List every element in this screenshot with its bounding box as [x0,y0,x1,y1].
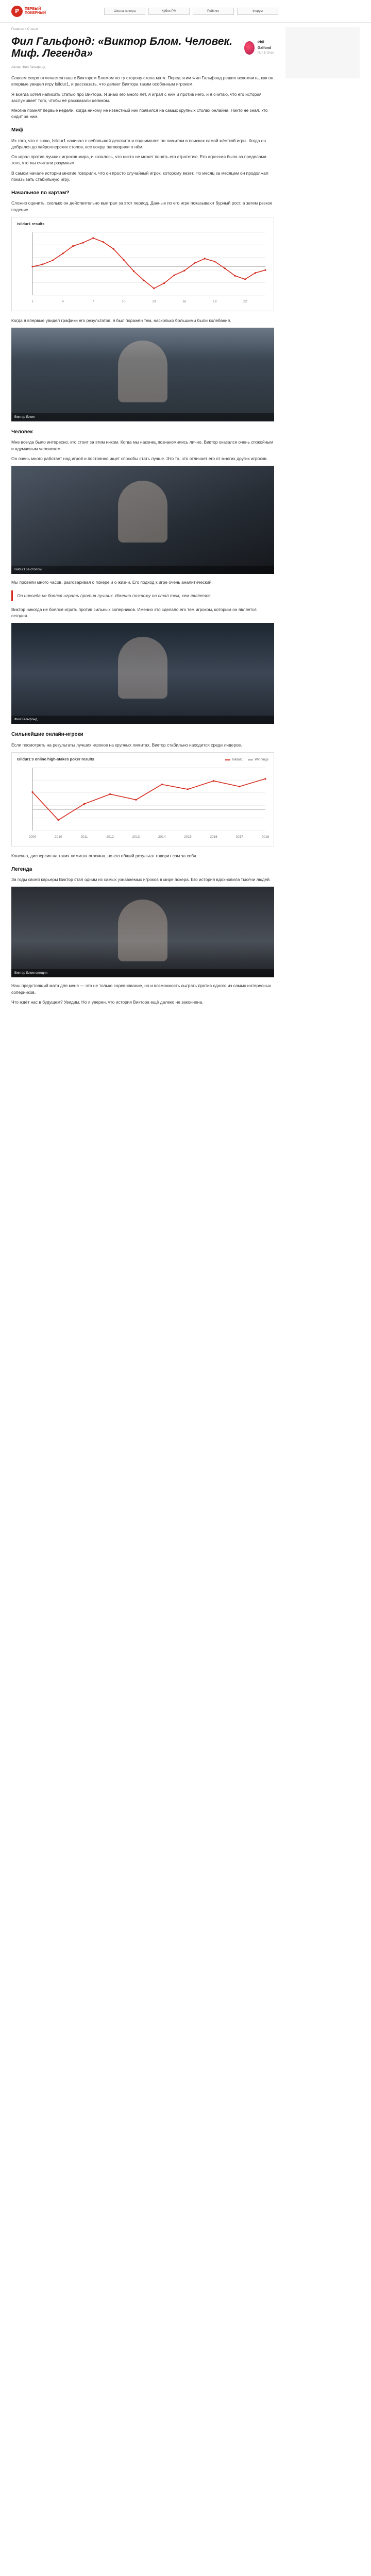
article-photo [11,466,274,574]
x-tick-label: 22 [243,299,247,303]
section-heading: Начальное по картам? [11,190,70,196]
x-tick-label: 7 [92,299,94,303]
chart-legend [225,757,268,762]
nav-item-forum[interactable]: Форум [237,8,278,15]
section-paragraph: Он играл против лучших игроков мира, и казалось, что никто не может понять его стратегию. Его агрессия была за пределами того, что мы считали разумным. [11,154,266,166]
section-paragraph: Мы провели много часов, разговаривая о покере и о жизни. Его подход к игре очень аналитический. [11,579,213,585]
section-paragraph: Он очень много работает над игрой и постоянно ищет способы стать лучше. Это то, что отличает его от многих других игроков. [11,455,268,461]
data-point [204,258,205,259]
data-point [82,242,84,243]
logo-mark: P [11,6,23,17]
x-tick-label: 2014 [158,835,166,839]
data-point [244,278,246,280]
person-figure [118,637,167,699]
data-point [174,274,175,276]
author-name: Phil Galfond [257,41,272,50]
data-point [72,245,74,247]
breadcrumb[interactable]: Главная › Статьи [11,27,38,31]
data-point [103,241,104,243]
data-point [123,259,124,260]
chart-svg [17,764,269,841]
data-point [163,282,165,284]
legend-item: Isildur1 [225,757,243,762]
x-tick-label: 2017 [235,835,244,839]
pull-quote: Он никогда не боялся играть против лучших. Именно поэтому он стал тем, кем является. [11,590,274,601]
data-point [31,266,33,267]
intro-paragraph: Многие помнят первые недели, когда никому не известный ник появился на самых крупных столах онлайна. Никто не знал, кто сидит за ним. [11,107,268,120]
photo-caption: Фил Гальфонд [11,716,274,724]
article-photo [11,887,274,977]
avatar [244,41,255,55]
series-line [32,238,265,289]
x-tick-label: 2012 [106,835,114,839]
section-paragraph: Мне всегда было интересно, кто стоит за этим ником. Когда мы наконец познакомились лично, Виктор оказался очень спокойным и вдумчивым человеком. [11,439,274,451]
results-chart-1 [11,217,274,311]
article [11,27,279,1009]
legend-item: Winnings [248,757,268,762]
x-tick-label: 4 [62,299,64,303]
article-photo [11,328,274,421]
nav-item-cup[interactable]: Кубок PM [148,8,190,15]
sidebar-block [285,27,360,78]
data-point [109,793,111,794]
data-point [92,237,94,239]
person-figure [118,900,167,961]
data-point [213,780,214,782]
data-point [133,270,134,272]
data-point [264,778,266,779]
page-title: Фил Гальфонд: «Виктор Блом. Человек. Миф. Легенда» [11,36,232,60]
x-tick-label: 16 [182,299,187,303]
x-tick-label: 13 [152,299,156,303]
site-header [0,0,371,23]
data-point [31,791,33,792]
data-point [143,279,145,281]
x-tick-label: 2010 [54,835,62,839]
section-paragraph: Если посмотреть на результаты лучших игроков на крупных лимитах, Виктор стабильно находится среди лидеров. [11,742,242,748]
article-meta: Автор: Фил Гальфонд [11,65,45,69]
x-tick-label: 2016 [210,835,217,839]
x-tick-label: 2013 [132,835,140,839]
section-heading: Сильнейшие онлайн-игроки [11,732,83,737]
section-paragraph: Что ждёт нас в будущем? Увидим. Но я уверен, что история Виктора ещё далеко не закончена. [11,999,204,1005]
site-logo[interactable] [11,6,83,17]
section-paragraph: Сложно оценить, сколько он действительно выиграл за этот период. Данные по его игре показывают бурный рост, а затем резкое падение. [11,200,273,212]
data-point [135,799,137,800]
data-point [224,267,226,269]
intro-paragraph: Совсем скоро отмечается наш с Виктором Бломом по ту сторону стола матч. Перед этим Фил Гальфонд решил вспомнить, как он впервые увидел игру Isildur1, и рассказать, что делает Виктора таким особенным игроком. [11,75,274,87]
data-point [42,263,43,265]
x-tick-label: 2015 [184,835,192,839]
x-tick-label: 1 [31,299,33,303]
x-tick-label: 2011 [80,835,88,839]
x-tick-label: 19 [213,299,217,303]
section-heading: Миф [11,127,24,133]
data-point [83,803,85,804]
section-paragraph: Конечно, дисперсия на таких лимитах огромна, но его общий результат говорит сам за себя. [11,853,197,858]
section-heading: Человек [11,429,33,435]
section-paragraph: Виктор никогда не боялся играть против сильных соперников. Именно это сделало его тем игроком, которым он является сегодня. [11,606,257,618]
data-point [58,819,59,821]
article-photo [11,623,274,724]
chart-title: Isildur1's online high-stakes poker results [17,756,94,761]
data-point [62,252,63,254]
section-paragraph: В самом начале истории многие говорили, что он просто случайный игрок, которому везёт. Но месяц за месяцем он продолжал показывать стабильную игру. [11,170,268,182]
person-figure [118,481,167,543]
chart-title: Isildur1 results [17,221,45,226]
intro-paragraph: Я всегда хотел написать статью про Виктора. Я знаю его много лет, я играл с ним и против него, и я считаю, что его история заслуживает того, чтобы её рассказали целиком. [11,91,262,103]
data-point [153,287,155,289]
photo-caption: Isildur1 за столом [11,566,274,574]
data-point [52,259,54,261]
data-point [239,786,240,787]
data-point [113,248,114,249]
section-paragraph: Наш предстоящий матч для меня — это не только соревнование, но и возможность сыграть против одного из самых интересных соперников. [11,983,271,995]
top-nav [104,8,278,15]
section-paragraph: Когда я впервые увидел графики его результатов, я был поражён тем, насколько большими были колебания. [11,317,231,323]
logo-text [25,7,46,15]
x-tick-label: 10 [122,299,126,303]
logo-text-line1: ПЕРВЫЙ [25,7,41,11]
person-figure [118,341,167,402]
section-heading: Легенда [11,866,32,872]
section-paragraph: Из того, что я знаю, Isildur1 начинал с небольшой депозита и поднимался по лимитам в поисках самой жёсткой игры. Когда он добрался до хайроллерских столов, все вокруг заговорили о нём. [11,138,266,149]
x-tick-label: 2009 [28,835,37,839]
chart-svg [17,228,269,306]
nav-item-school[interactable]: Школа покера [104,8,145,15]
data-point [255,272,256,274]
logo-text-line2: ПОКЕРНЫЙ [25,11,46,15]
sidebar [285,27,360,1009]
nav-item-rating[interactable]: Рейтинг [193,8,234,15]
author-card[interactable] [244,40,274,55]
section-paragraph: За годы своей карьеры Виктор стал одним из самых узнаваемых игроков в мире покера. Его история вдохновила тысячи людей. [11,877,271,883]
photo-caption: Виктор Блом сегодня [11,969,274,977]
photo-caption: Виктор Блом [11,413,274,421]
data-point [264,269,266,270]
data-point [183,269,185,271]
series-line [32,778,265,820]
x-tick-label: 2018 [261,835,269,839]
data-point [187,788,189,790]
data-point [234,275,235,276]
data-point [214,261,215,262]
data-point [194,262,195,264]
author-sub: Run It Once [257,51,274,55]
data-point [161,783,163,785]
results-chart-2 [11,752,274,846]
content [0,23,371,1009]
